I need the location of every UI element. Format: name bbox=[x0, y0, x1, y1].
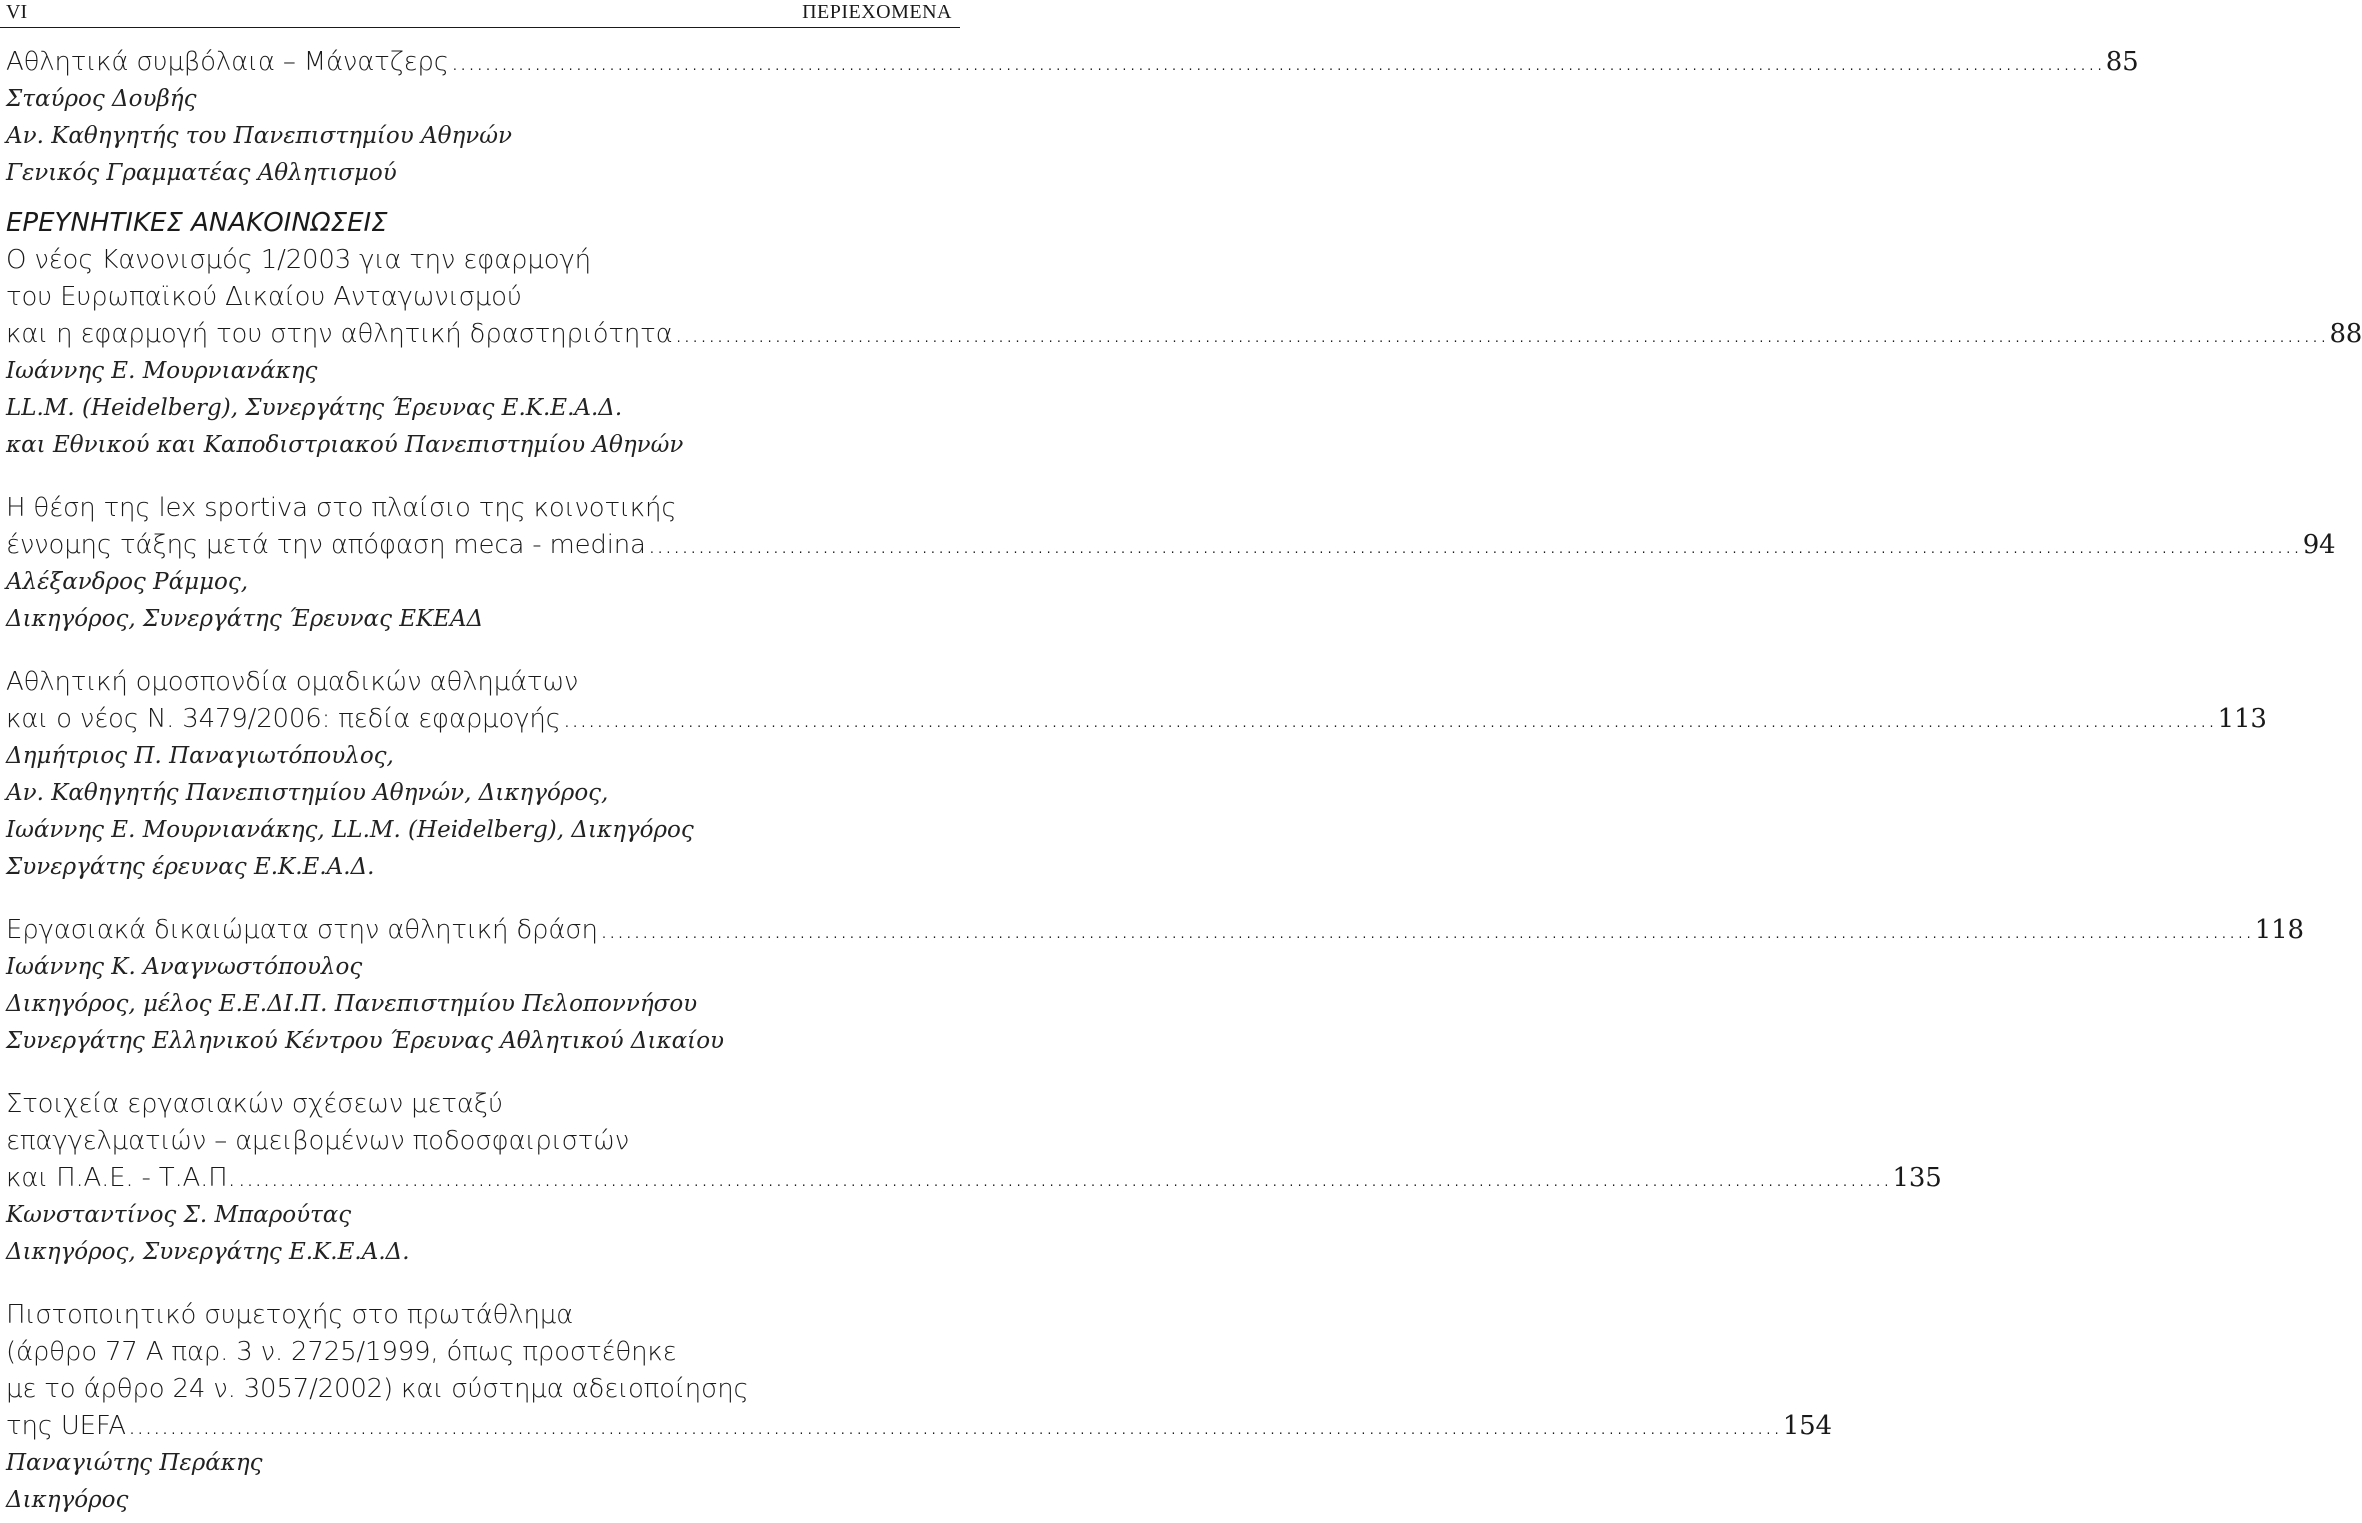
author-line: Αλέξανδρος Ράμμος, bbox=[6, 569, 249, 595]
toc-entry[interactable] bbox=[6, 912, 2304, 1060]
running-head: ΠΕΡΙΕΧΟΜΕΝΑ bbox=[802, 1, 952, 23]
toc-entry[interactable] bbox=[6, 664, 2267, 886]
header-rule bbox=[0, 27, 960, 28]
entry-title-text: και Π.Α.Ε. - Τ.Α.Π. bbox=[6, 1163, 236, 1193]
entry-title-line bbox=[6, 1160, 1942, 1197]
entry-title-line: επαγγελματιών – αμειβομένων ποδοσφαιριστών bbox=[6, 1126, 630, 1156]
author-line: Παναγιώτης Περάκης bbox=[6, 1450, 263, 1476]
page-number-roman: VI bbox=[6, 1, 28, 23]
dot-leader: ........................................................................................................................................................................................................ bbox=[674, 319, 2328, 349]
entry-title-line: με το άρθρο 24 ν. 3057/2002) και σύστημα αδειοποίησης bbox=[6, 1374, 749, 1404]
entry-title-line: του Ευρωπαϊκού Δικαίου Ανταγωνισμού bbox=[6, 282, 522, 312]
entry-title-text: και η εφαρμογή του στην αθλητική δραστηριότητα bbox=[6, 319, 673, 349]
author-line: Δικηγόρος, Συνεργάτης Έρευνας ΕΚΕΑΔ bbox=[6, 606, 484, 632]
author-line: Ιωάννης Κ. Αναγνωστόπουλος bbox=[6, 954, 363, 980]
author-line: και Εθνικού και Καποδιστριακού Πανεπιστημίου Αθηνών bbox=[6, 432, 684, 458]
entry-title-text: της UEFA bbox=[6, 1411, 126, 1441]
entry-title-text: έννομης τάξης μετά την απόφαση meca - medina bbox=[6, 530, 646, 560]
entry-title-line bbox=[6, 527, 2336, 564]
entry-title-line: Στοιχεία εργασιακών σχέσεων μεταξύ bbox=[6, 1089, 503, 1119]
author-line: Γενικός Γραμματέας Αθλητισμού bbox=[6, 160, 397, 186]
page-number: 113 bbox=[2217, 704, 2267, 734]
page-number: 88 bbox=[2329, 319, 2362, 349]
author-line: Δικηγόρος, μέλος Ε.Ε.ΔΙ.Π. Πανεπιστημίου Πελοποννήσου bbox=[6, 991, 698, 1017]
entry-title-line bbox=[6, 1408, 1832, 1445]
dot-leader: ........................................................................................................................................................................................................ bbox=[647, 530, 2301, 560]
dot-leader: ........................................................................................................................................................................................................ bbox=[599, 915, 2253, 945]
dot-leader: ........................................................................................................................................................................................................ bbox=[237, 1163, 1891, 1193]
author-line: Δημήτριος Π. Παναγιωτόπουλος, bbox=[6, 743, 394, 769]
entry-gap bbox=[6, 1271, 946, 1297]
page-number: 135 bbox=[1892, 1163, 1942, 1193]
entry-gap bbox=[6, 464, 946, 490]
entry-title-line: Η θέση της lex sportiva στο πλαίσιο της κοινοτικής bbox=[6, 493, 677, 523]
page-number: 85 bbox=[2105, 47, 2139, 77]
author-line: Ιωάννης Ε. Μουρνιανάκης, LL.M. (Heidelberg), Δικηγόρος bbox=[6, 817, 694, 843]
table-of-contents bbox=[6, 44, 2362, 1519]
author-line: LL.M. (Heidelberg), Συνεργάτης Έρευνας Ε.Κ.Ε.Α.Δ. bbox=[6, 395, 623, 421]
entry-gap bbox=[6, 638, 946, 664]
author-line: Δικηγόρος bbox=[6, 1487, 129, 1513]
author-line: Σταύρος Δουβής bbox=[6, 86, 197, 112]
toc-entry[interactable] bbox=[6, 44, 2139, 192]
page-header bbox=[0, 0, 960, 28]
author-line: Αν. Καθηγητής Πανεπιστημίου Αθηνών, Δικηγόρος, bbox=[6, 780, 609, 806]
dot-leader: ........................................................................................................................................................................................................ bbox=[562, 704, 2216, 734]
author-line: Ιωάννης Ε. Μουρνιανάκης bbox=[6, 358, 318, 384]
entry-title-text: Αθλητικά συμβόλαια – Μάνατζερς bbox=[6, 47, 449, 77]
entry-title-line: Ο νέος Κανονισμός 1/2003 για την εφαρμογή bbox=[6, 245, 591, 275]
author-line: Αν. Καθηγητής του Πανεπιστημίου Αθηνών bbox=[6, 123, 512, 149]
toc-entry[interactable] bbox=[6, 242, 2362, 464]
page-number: 154 bbox=[1782, 1411, 1832, 1441]
entry-title-line: (άρθρο 77 Α παρ. 3 ν. 2725/1999, όπως προστέθηκε bbox=[6, 1337, 677, 1367]
entry-gap bbox=[6, 1060, 946, 1086]
entry-title-line bbox=[6, 44, 2139, 81]
author-line: Κωνσταντίνος Σ. Μπαρούτας bbox=[6, 1202, 352, 1228]
entry-title-text: και ο νέος Ν. 3479/2006: πεδία εφαρμογής bbox=[6, 704, 561, 734]
entry-title-line: Πιστοποιητικό συμετοχής στο πρωτάθλημα bbox=[6, 1300, 574, 1330]
entry-title-line: Αθλητική ομοσπονδία ομαδικών αθλημάτων bbox=[6, 667, 579, 697]
toc-entry[interactable] bbox=[6, 1297, 1832, 1519]
author-line: Δικηγόρος, Συνεργάτης Ε.Κ.Ε.Α.Δ. bbox=[6, 1239, 410, 1265]
toc-entry[interactable] bbox=[6, 490, 2336, 638]
dot-leader: ........................................................................................................................................................................................................ bbox=[450, 47, 2104, 77]
entry-title-text: Εργασιακά δικαιώματα στην αθλητική δράση bbox=[6, 915, 598, 945]
entry-title-line bbox=[6, 912, 2304, 949]
page-number: 118 bbox=[2254, 915, 2304, 945]
entry-title-line bbox=[6, 316, 2362, 353]
section-heading: ΕΡΕΥΝΗΤΙΚΕΣ ΑΝΑΚΟΙΝΩΣΕΙΣ bbox=[6, 208, 388, 238]
toc-entry[interactable] bbox=[6, 1086, 1942, 1271]
author-line: Συνεργάτης έρευνας Ε.Κ.Ε.Α.Δ. bbox=[6, 854, 375, 880]
entry-title-line bbox=[6, 701, 2267, 738]
dot-leader: ........................................................................................................................................................................................................ bbox=[127, 1411, 1781, 1441]
author-line: Συνεργάτης Ελληνικού Κέντρου Έρευνας Αθλητικού Δικαίου bbox=[6, 1028, 725, 1054]
page-number: 94 bbox=[2302, 530, 2336, 560]
entry-gap bbox=[6, 886, 946, 912]
